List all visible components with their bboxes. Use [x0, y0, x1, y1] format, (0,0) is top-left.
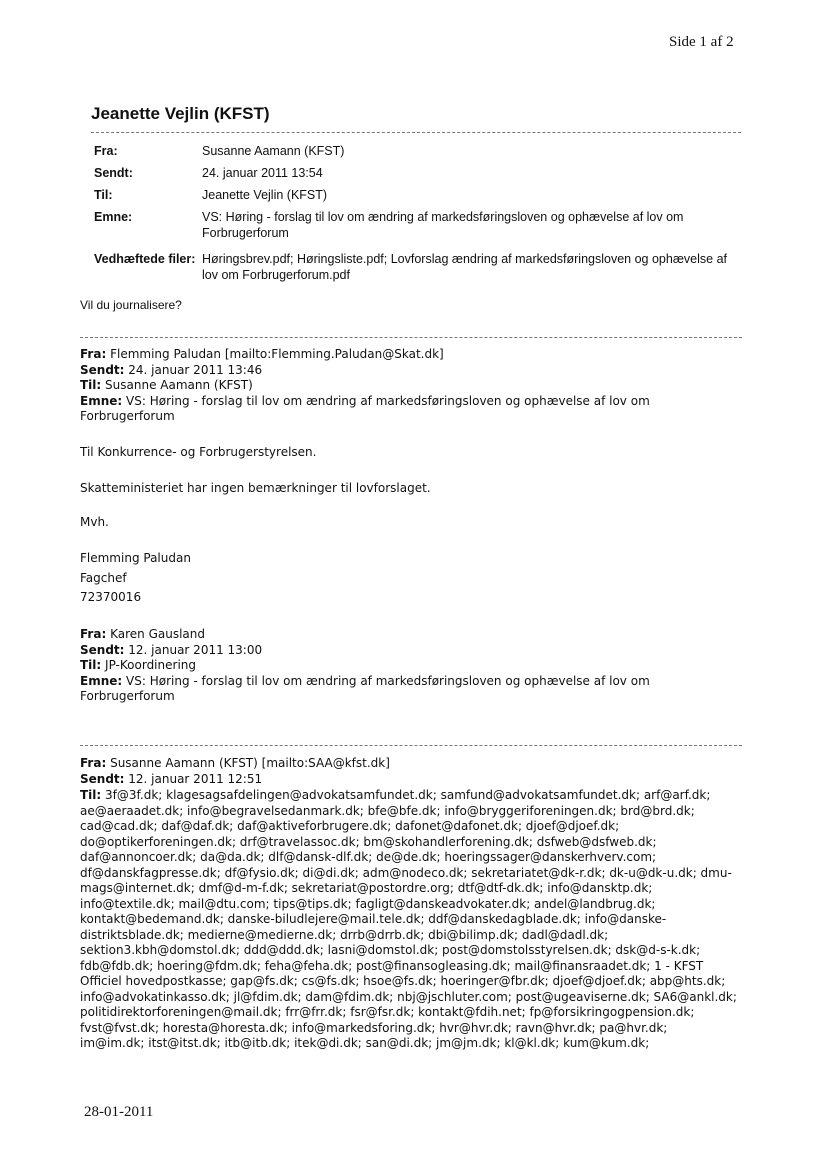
- msg1-sent: Sendt: 24. januar 2011 13:46: [80, 362, 263, 377]
- msg2-from: Fra: Karen Gausland: [80, 627, 205, 641]
- subject-value: VS: Høring - forslag til lov om ændring af markedsføringsloven og ophævelse af lov om Forbrugerforum: [202, 210, 684, 240]
- page-title: Jeanette Vejlin (KFST): [91, 104, 270, 123]
- signature-phone: 72370016: [80, 590, 142, 604]
- signature-title: Fagchef: [80, 570, 127, 585]
- msg2-sent: Sendt: 12. januar 2011 13:00: [80, 642, 263, 657]
- msg2-to: Til: JP-Koordinering: [80, 658, 196, 672]
- message-divider-2: [80, 745, 742, 746]
- msg1-greeting: Til Konkurrence- og Forbrugerstyrelsen.: [80, 445, 317, 459]
- msg3-to-value: 3f@3f.dk; klagesagsafdelingen@advokatsamfundet.dk; samfund@advokatsamfundet.dk; arf@arf.dk; ae@aeraadet.dk; info@begravelsedanmark.dk; bfe@bfe.dk; info@bryggeriforeningen.dk; brd@brd.dk; cad@cad.dk; daf@daf.dk; daf@aktiveforbrugere.dk; dafonet@dafonet.dk; djoef@djoef.dk; do@optikerforeningen.dk; drf@travelassoc.dk; bm@skohandlerforening.dk; dsfweb@dsfweb.dk; daf@annoncoer.dk; da@da.dk; dlf@dansk-dlf.dk; de@de.dk; hoeringssager@danskerhverv.com; df@danskfagpresse.dk; df@fysio.dk; di@di.dk; adm@nodeco.dk; sekretariatet@dk-r.dk; dk-u@dk-u.dk; dmu- mags@internet.dk; dmf@d-m-f.dk; sekretariat@postordre.org; dtf@dtf-dk.dk; info@dansktp.dk; info@textile.dk; mail@dtu.com; tips@tips.dk; fagligt@danskeadvokater.dk; andel@landbrug.dk; kontakt@bedemand.dk; danske-biludlejere@mail.tele.dk; ddf@danskedagblade.dk; info@danske- distriktsblade.dk; medierne@medierne.dk; drrb@drrb.dk; dbi@bilimp.dk; dadl@dadl.dk; sektion3.kbh@domstol.dk; ddd@ddd.dk; lasni@domstol.dk; post@domstolsstyrelsen.dk; dsk@d-s-k.dk; fdb@fdb.dk; hoering@fdm.dk; feha@feha.dk; post@finansogleasing.dk; mail@finansraadet.dk; 1 - KFST Officiel hovedpostkasse; gap@fs.dk; cs@fs.dk; hsoe@fs.dk; hoeringer@fbr.dk; djoef@djoef.dk; abp@hts.dk; info@advokatinkasso.dk; jl@fdim.dk; dam@fdim.dk; nbj@jschluter.com; post@ugeaviserne.dk; SA6@ankl.dk; politidirektorforeningen@mail.dk; frr@frr.dk; fsr@fsr.dk; kontakt@fdih.net; fp@forsikringogpension.dk; fvst@fvst.dk; horesta@horesta.dk; info@markedsforing.dk; hvr@hvr.dk; ravn@hvr.dk; pa@hvr.dk; im@im.dk; itst@itst.dk; itb@itb.dk; itek@di.dk; san@di.dk; jm@jm.dk; kl@kl.dk; kum@kum.dk;: [80, 788, 737, 1050]
- forwarded-message-3-header: [80, 756, 740, 787]
- from-label: Fra:: [94, 144, 118, 158]
- sent-value: 24. januar 2011 13:54: [202, 166, 323, 180]
- from-value: Susanne Aamann (KFST): [202, 144, 345, 158]
- footer-date: 28-01-2011: [84, 1104, 154, 1120]
- sent-label: Sendt:: [94, 166, 133, 180]
- journal-question: Vil du journalisere?: [80, 298, 182, 312]
- subject-label: Emne:: [94, 210, 133, 224]
- msg3-recipients: [80, 788, 750, 1052]
- msg3-sent: Sendt: 12. januar 2011 12:51: [80, 771, 263, 786]
- message-divider-1: [80, 337, 742, 338]
- msg1-signature: [80, 549, 191, 608]
- to-value: Jeanette Vejlin (KFST): [202, 188, 328, 202]
- page-number: Side 1 af 2: [669, 34, 734, 50]
- msg1-from: Fra: Flemming Paludan [mailto:Flemming.Paludan@Skat.dk]: [80, 347, 444, 361]
- title-divider: [91, 132, 741, 133]
- email-header: [94, 143, 744, 283]
- msg1-subject: Emne: VS: Høring - forslag til lov om ændring af markedsføringsloven og ophævelse af lov om Forbrugerforum: [80, 393, 650, 423]
- msg3-from: Fra: Susanne Aamann (KFST) [mailto:SAA@kfst.dk]: [80, 756, 390, 770]
- msg1-to: Til: Susanne Aamann (KFST): [80, 378, 253, 392]
- attachments-label: Vedhæftede filer:: [94, 252, 196, 266]
- signature-name: Flemming Paludan: [80, 551, 191, 565]
- msg2-subject: Emne: VS: Høring - forslag til lov om ændring af markedsføringsloven og ophævelse af lov om Forbrugerforum: [80, 673, 650, 703]
- forwarded-message-1-header: [80, 347, 740, 425]
- attachments-value: Høringsbrev.pdf; Høringsliste.pdf; Lovforslag ændring af markedsføringsloven og ophævelse af lov om Forbrugerforum.pdf: [202, 252, 728, 282]
- msg3-to-label: Til:: [80, 788, 102, 802]
- to-label: Til:: [94, 188, 113, 202]
- msg1-closing: Mvh.: [80, 515, 109, 529]
- msg1-body: Skatteministeriet har ingen bemærkninger til lovforslaget.: [80, 481, 431, 495]
- forwarded-message-2-header: [80, 627, 740, 705]
